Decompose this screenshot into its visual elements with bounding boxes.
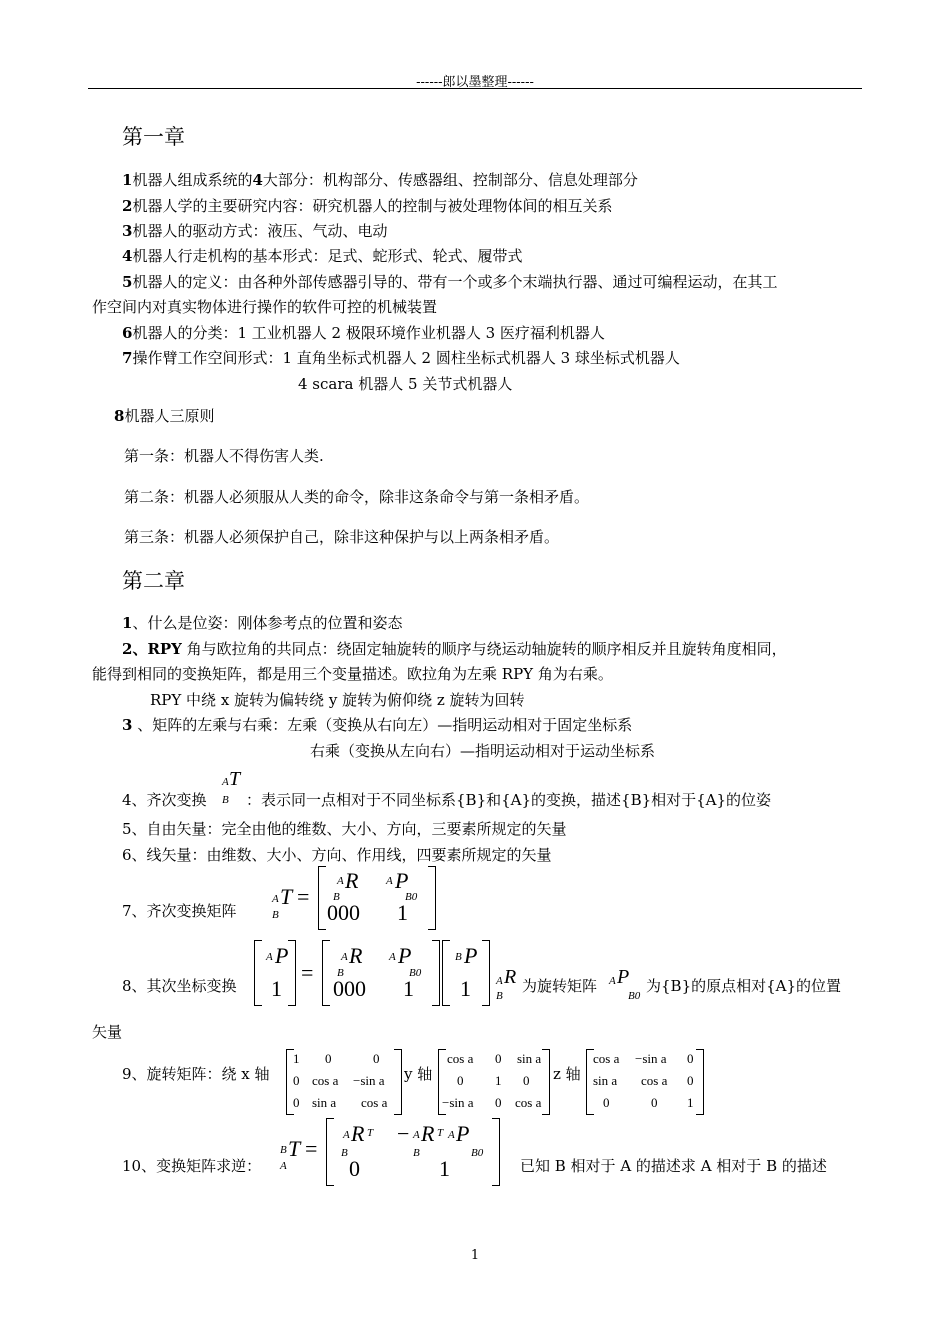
ch1-item-6: 6机器人的分类：1 工业机器人 2 极限环境作业机器人 3 医疗福利机器人 xyxy=(122,324,605,342)
ch2-item-4-label: 4、齐次变换 xyxy=(122,791,207,809)
ch2-item-8-label: 8、其次坐标变换 xyxy=(122,977,237,995)
robot-law-1: 第一条：机器人不得伤害人类. xyxy=(124,447,324,465)
ch2-item-3: 3 、矩阵的左乘与右乘：左乘（变换从右向左）—指明运动相对于固定坐标系 xyxy=(122,716,633,734)
ch2-item-1: 1、什么是位姿：刚体参考点的位置和姿态 xyxy=(122,614,403,632)
ch2-item-3-cont: 右乘（变换从左向右）—指明运动相对于运动坐标系 xyxy=(310,742,656,760)
document-page: ------郎以墨整理------ 第一章 1机器人组成系统的4大部分：机构部分、传感器组、控制部分、信息处理部分 2机器人学的主要研究内容：研究机器人的控制与被处理物体间的相互关系 3机器人的驱动方式：液压、气动、电动 4机器人行走机构的基本形式：足式、蛇形式、轮式、履带式 5机器人的定义：由各种外部传感器引导的、带有一个或多个末端执行器、通过可编程运动，在其工 作空间内对真实物体进行操作的软件可控的机械装置 6机器人的分类：1 工业机器人 2 极限环境作业机器人 3 医疗福利机器人 7操作臂工作空间形式：1 直角坐标式机器人 2 圆柱坐标式机器人 3 球坐标式机器人 4 scara 机器人 5 关节式机器人 8机器人三原则 第一条：机器人不得伤害人类. 第二条：机器人必须服从人类的命令，除非这条命令与第一条相矛盾。 第三条：机器人必须保护自己，除非这种保护与以上两条相矛盾。 第二章 1、什么是位姿：刚体参考点的位置和姿态 2、RPY 角与欧拉角的共同点：绕固定轴旋转的顺序与绕运动轴旋转的顺序相反并且旋转角度相同， 能得到相同的变换矩阵，都是用三个变量描述。欧拉角为左乘 RPY 角为右乘。 RPY 中绕 x 旋转为偏转绕 y 旋转为俯仰绕 z 旋转为回转 3 、矩阵的左乘与右乘：左乘（变换从右向左）—指明运动相对于固定坐标系 右乘（变换从左向右）—指明运动相对于运动坐标系 4、齐次变换 A T B ：表示同一点相对于不同坐标系{B}和{A}的变换，描述{B}相对于{A}的位姿 5、自由矢量：完全由他的维数、大小、方向，三要素所规定的矢量 6、线矢量：由维数、大小、方向、作用线，四要素所规定的矢量 7、齐次变换矩阵 A T B = A R B A P B0 000 1 8、其次坐标变换 A P 1 = A R B A P B0 000 1 B P 1 A R B 为旋转矩阵 A P B0 为{B}的原点相对{A}的位置 矢量 9、旋转矩阵：绕 x 轴 1 0 0 0 cos a −sin a 0 sin a cos a y 轴 cos a 0 sin a 0 1 0 −sin a 0 cos a z 轴 cos a −sin a 0 sin a cos a 0 0 0 1 10、变换矩阵求逆： B T A = A R T B − A R T B A P B0 0 1 已知 B 相对于 A 的描述求 A 相对于 B 的描述 1 xyxy=(0,0,950,1344)
ch1-item-5-cont: 作空间内对真实物体进行操作的软件可控的机械装置 xyxy=(92,298,438,316)
robot-laws-title: 8机器人三原则 xyxy=(114,407,215,425)
chapter-2-title: 第二章 xyxy=(122,569,185,593)
rotation-matrix-x: 1 0 0 0 cos a −sin a 0 sin a cos a xyxy=(286,1049,402,1115)
rotation-matrix-z: cos a −sin a 0 sin a cos a 0 0 0 1 xyxy=(586,1049,704,1115)
page-number: 1 xyxy=(470,1248,480,1263)
ch1-item-7: 7操作臂工作空间形式：1 直角坐标式机器人 2 圆柱坐标式机器人 3 球坐标式机器人 xyxy=(122,349,680,367)
eq8-lhs-vector: A P 1 xyxy=(254,940,296,1006)
header-rule xyxy=(88,88,862,89)
ch2-item-5: 5、自由矢量：完全由他的维数、大小、方向，三要素所规定的矢量 xyxy=(122,820,567,838)
ch1-item-2: 2机器人学的主要研究内容：研究机器人的控制与被处理物体间的相互关系 xyxy=(122,197,613,215)
homogeneous-matrix: A R B A P B0 000 1 xyxy=(318,866,436,930)
eq8-rotation-text: 为旋转矩阵 xyxy=(522,977,598,995)
inverse-transform-matrix: A R T B − A R T B A P B0 0 1 xyxy=(326,1118,500,1186)
ch2-item-9-label: 9、旋转矩阵：绕 x 轴 xyxy=(122,1065,270,1083)
ch1-item-5: 5机器人的定义：由各种外部传感器引导的、带有一个或多个末端执行器、通过可编程运动，在其工 xyxy=(122,273,778,291)
ch1-item-1: 1机器人组成系统的4大部分：机构部分、传感器组、控制部分、信息处理部分 xyxy=(122,171,638,189)
rotation-matrix-y: cos a 0 sin a 0 1 0 −sin a 0 cos a xyxy=(438,1049,550,1115)
ch1-item-4: 4机器人行走机构的基本形式：足式、蛇形式、轮式、履带式 xyxy=(122,247,523,265)
ch2-item-10-label: 10、变换矩阵求逆： xyxy=(122,1157,262,1175)
eq8-position-text: 为{B}的原点相对{A}的位置 xyxy=(646,977,842,995)
ch2-item-10-text: 已知 B 相对于 A 的描述求 A 相对于 B 的描述 xyxy=(520,1157,827,1175)
ch2-rpy-note: RPY 中绕 x 旋转为偏转绕 y 旋转为俯仰绕 z 旋转为回转 xyxy=(150,691,525,709)
ch1-item-3: 3机器人的驱动方式：液压、气动、电动 xyxy=(122,222,388,240)
rotation-y-label: y 轴 xyxy=(404,1065,433,1083)
rotation-z-label: z 轴 xyxy=(553,1065,581,1083)
eq8-rhs-vector: B P 1 xyxy=(442,940,490,1006)
ch2-item-6: 6、线矢量：由维数、大小、方向、作用线，四要素所规定的矢量 xyxy=(122,846,552,864)
robot-law-3: 第三条：机器人必须保护自己，除非这种保护与以上两条相矛盾。 xyxy=(124,528,560,546)
ch2-item-2: 2、RPY 角与欧拉角的共同点：绕固定轴旋转的顺序与绕运动轴旋转的顺序相反并且旋转角度相同， xyxy=(122,640,787,658)
chapter-1-title: 第一章 xyxy=(122,125,185,149)
ch1-item-7-cont: 4 scara 机器人 5 关节式机器人 xyxy=(298,375,513,393)
ch2-item-2-cont: 能得到相同的变换矩阵，都是用三个变量描述。欧拉角为左乘 RPY 角为右乘。 xyxy=(92,665,613,683)
page-header: ------郎以墨整理------ xyxy=(416,75,534,90)
ch2-item-7-label: 7、齐次变换矩阵 xyxy=(122,902,237,920)
ch2-item-4-text: ：表示同一点相对于不同坐标系{B}和{A}的变换，描述{B}相对于{A}的位姿 xyxy=(246,791,772,809)
eq8-transform-matrix: A R B A P B0 000 1 xyxy=(322,940,440,1006)
robot-law-2: 第二条：机器人必须服从人类的命令，除非这条命令与第一条相矛盾。 xyxy=(124,488,590,506)
eq8-equals: = xyxy=(301,960,314,985)
eq8-position-text-cont: 矢量 xyxy=(92,1023,123,1041)
